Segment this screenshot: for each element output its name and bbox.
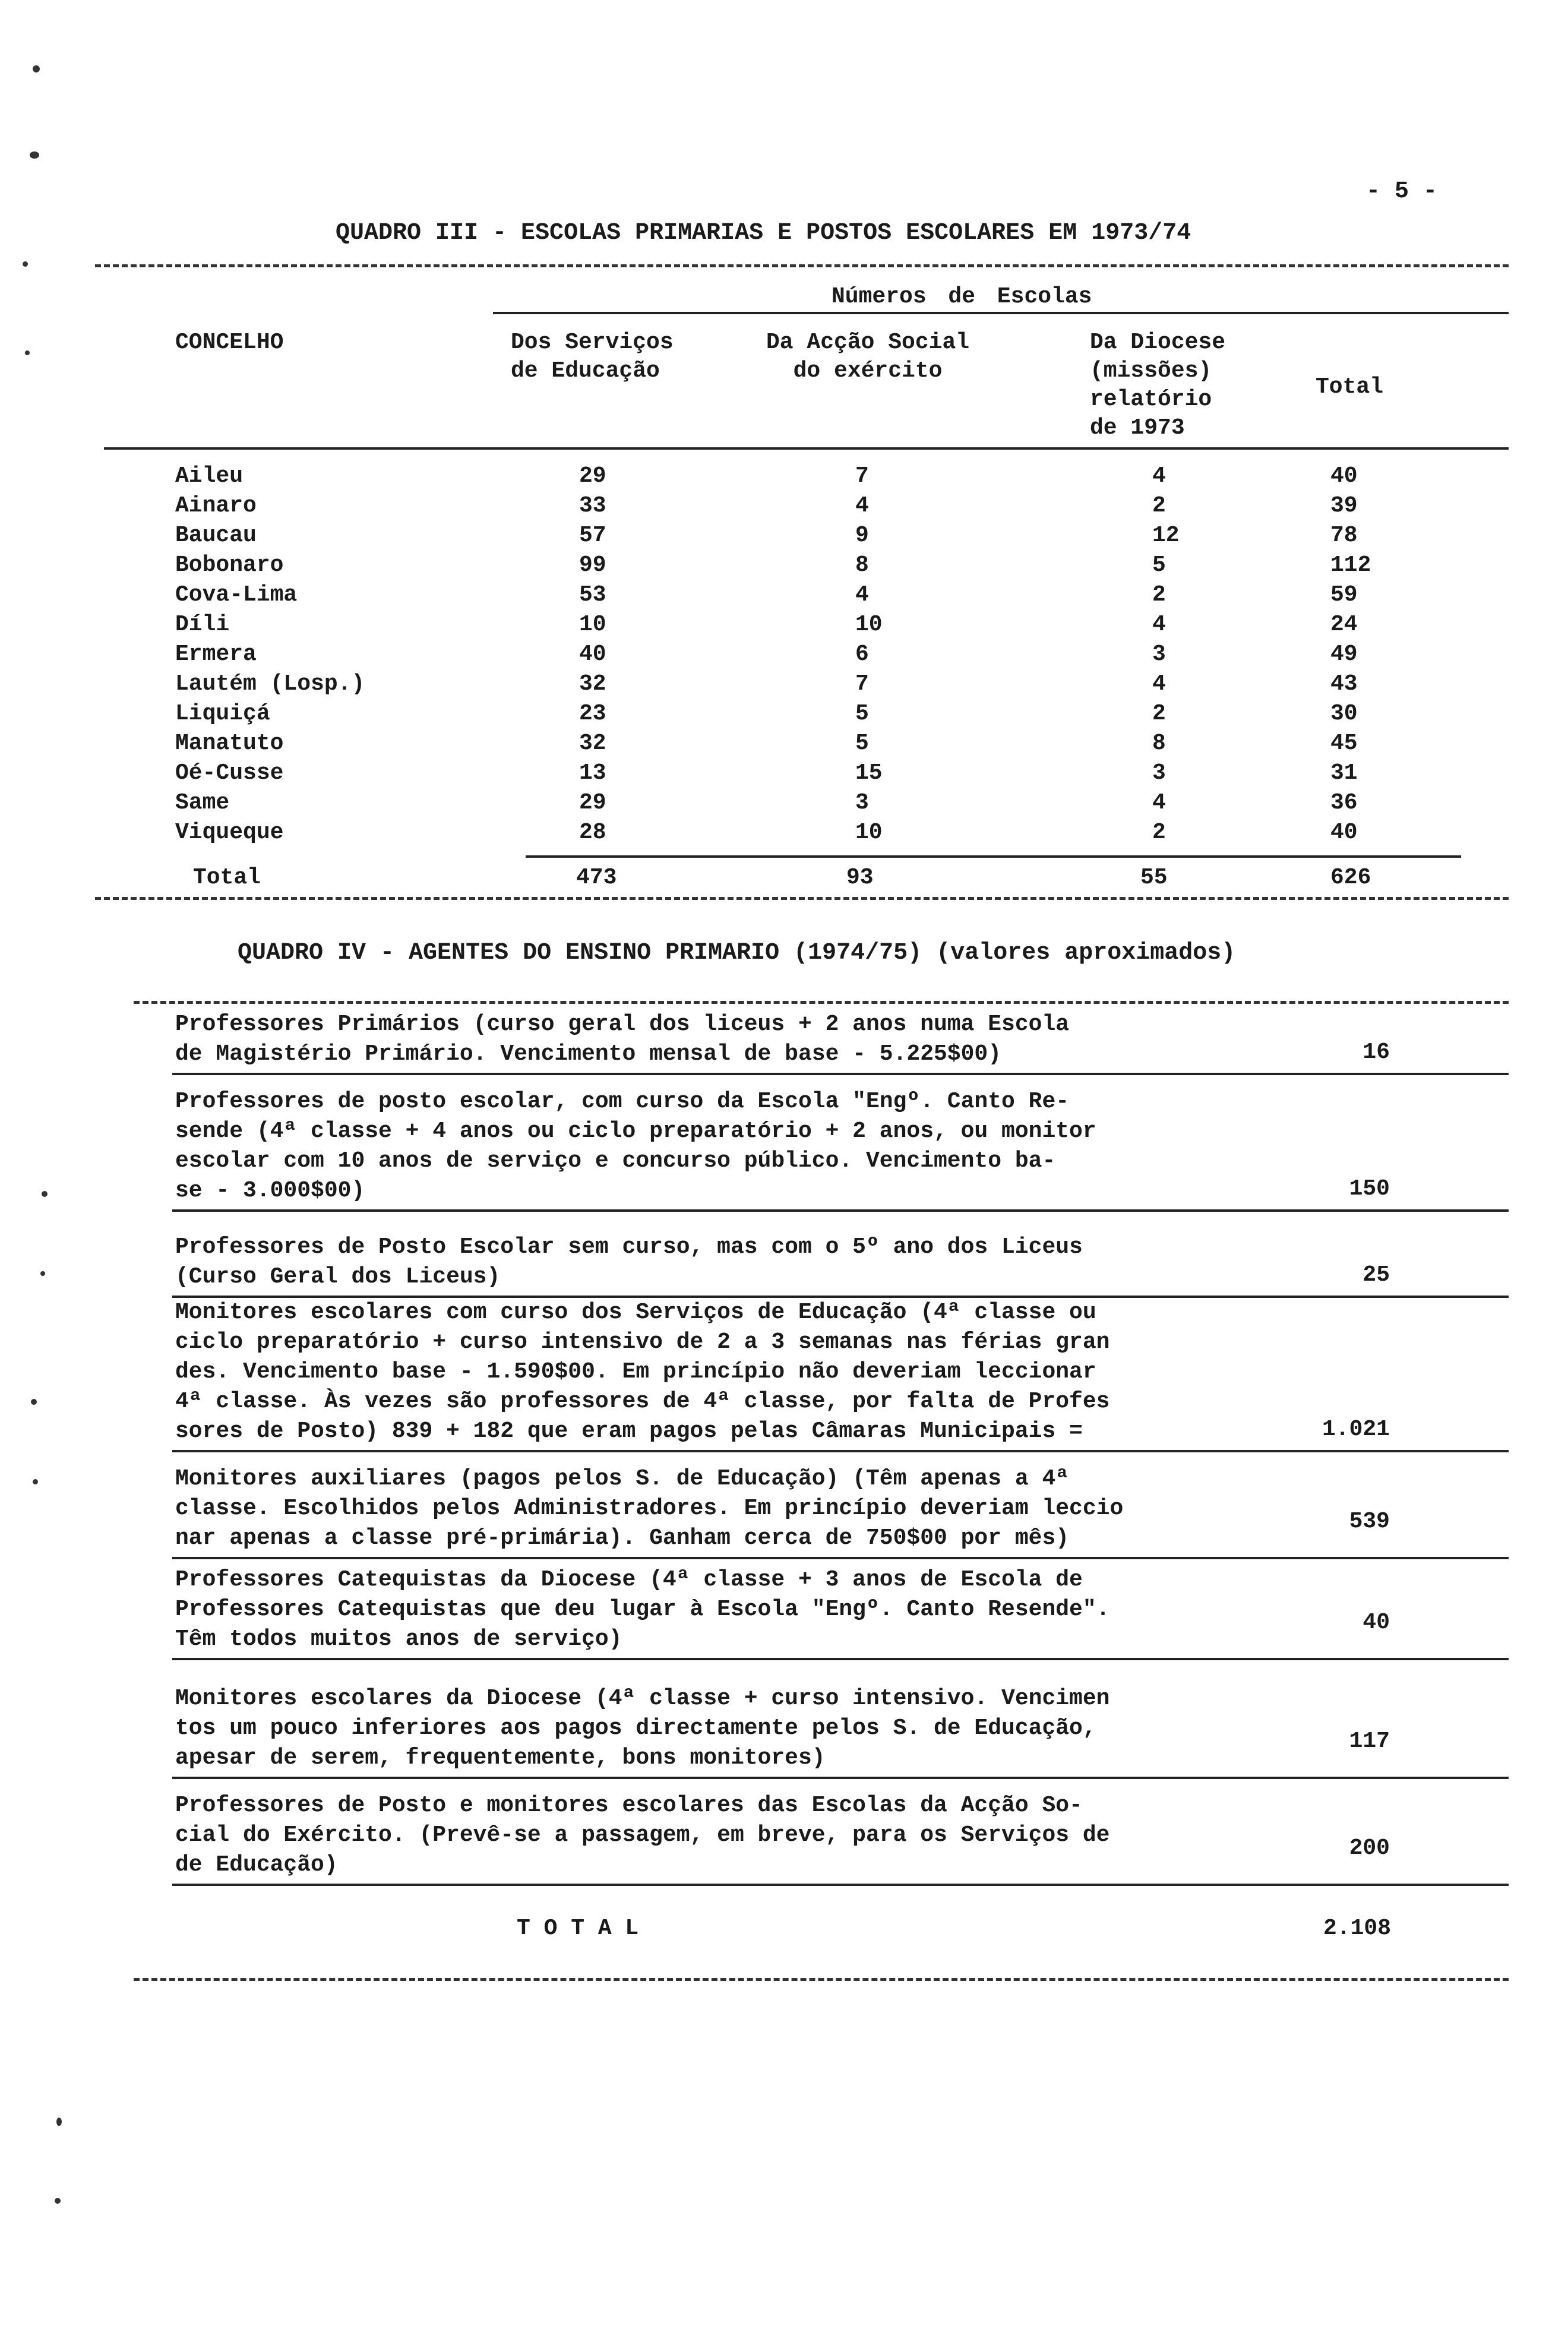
cell-total: 36: [1330, 790, 1358, 816]
cell-accao: 6: [855, 642, 869, 667]
scan-speck: [23, 261, 28, 267]
table-row: [0, 731, 1568, 760]
cell-total: 30: [1330, 701, 1358, 726]
cell-servicos: 10: [579, 612, 606, 637]
agent-entry-line: Monitores auxiliares (pagos pelos S. de Educação) (Têm apenas a 4ª: [175, 1466, 1070, 1492]
cell-total: 78: [1330, 523, 1358, 548]
cell-diocese: 4: [1152, 463, 1166, 489]
table-row: [0, 701, 1568, 731]
agent-entry-line: Monitores escolares com curso dos Serviços de Educação (4ª classe ou: [175, 1300, 1096, 1325]
cell-accao: 3: [855, 790, 869, 816]
agent-count: 1.021: [1322, 1417, 1390, 1442]
table-row: [0, 760, 1568, 790]
scan-speck: [42, 1191, 48, 1197]
cell-diocese: 2: [1152, 582, 1166, 608]
table-row: [0, 552, 1568, 582]
agent-count: 117: [1349, 1729, 1390, 1754]
cell-diocese: 4: [1152, 671, 1166, 697]
cell-servicos: 28: [579, 820, 606, 845]
total-servicos: 473: [576, 865, 617, 890]
col-header-servicos: [511, 328, 674, 386]
agent-entry: [175, 1087, 1316, 1206]
cell-servicos: 33: [579, 493, 606, 519]
agent-entry: [175, 1464, 1316, 1553]
cell-accao: 7: [855, 463, 869, 489]
cell-name: Bobonaro: [175, 552, 284, 578]
cell-name: Viqueque: [175, 820, 284, 845]
agent-entry-line: sende (4ª classe + 4 anos ou ciclo preparatório + 2 anos, ou monitor: [175, 1119, 1096, 1144]
agent-entry-line: Professores de posto escolar, com curso da Escola "Engº. Canto Re-: [175, 1089, 1070, 1114]
table-row: [0, 642, 1568, 671]
agent-entry: [175, 1684, 1316, 1773]
cell-accao: 4: [855, 493, 869, 519]
cell-name: Ainaro: [175, 493, 257, 519]
cell-diocese: 8: [1152, 731, 1166, 756]
cell-accao: 10: [855, 612, 883, 637]
table-row: [0, 582, 1568, 612]
scan-speck: [33, 1479, 38, 1484]
entry-rule: [172, 1884, 1509, 1886]
total-rule: [526, 855, 1461, 858]
scan-speck: [25, 350, 30, 355]
entry-rule: [172, 1777, 1509, 1779]
cell-name: Manatuto: [175, 731, 284, 756]
cell-servicos: 57: [579, 523, 606, 548]
entry-rule: [172, 1450, 1509, 1452]
table-row: [0, 463, 1568, 493]
agent-entry-line: nar apenas a classe pré-primária). Ganham cerca de 750$00 por mês): [175, 1525, 1070, 1551]
cell-diocese: 4: [1152, 790, 1166, 816]
cell-name: Díli: [175, 612, 230, 637]
agent-entry: [175, 1298, 1316, 1446]
col-header-accao: [766, 328, 969, 386]
agent-count: 200: [1349, 1835, 1390, 1861]
col-header-servicos-line: de Educação: [511, 358, 660, 384]
cell-total: 24: [1330, 612, 1358, 637]
cell-servicos: 40: [579, 642, 606, 667]
table-row: [0, 820, 1568, 849]
agent-entry-line: sores de Posto) 839 + 182 que eram pagos pelas Câmaras Municipais =: [175, 1418, 1083, 1444]
agent-entry-line: tos um pouco inferiores aos pagos directamente pelos S. de Educação,: [175, 1715, 1096, 1741]
cell-accao: 8: [855, 552, 869, 578]
cell-total: 40: [1330, 463, 1358, 489]
agent-entry-line: Professores Catequistas da Diocese (4ª classe + 3 anos de Escola de: [175, 1567, 1083, 1593]
cell-accao: 5: [855, 731, 869, 756]
scan-speck: [31, 1399, 37, 1405]
cell-servicos: 53: [579, 582, 606, 608]
group-header-rule: [493, 312, 1509, 314]
total-label: Total: [193, 865, 261, 890]
agent-entry: [175, 1010, 1316, 1069]
agent-entry: [175, 1565, 1316, 1654]
agent-count: 25: [1362, 1262, 1390, 1288]
col-header-diocese: [1090, 328, 1225, 443]
cell-diocese: 5: [1152, 552, 1166, 578]
dashed-divider: [134, 1001, 1509, 1004]
col-header-total: Total: [1316, 374, 1384, 400]
cell-accao: 7: [855, 671, 869, 697]
table-row: [0, 612, 1568, 642]
cell-total: 31: [1330, 760, 1358, 786]
agent-entry-line: Professores Catequistas que deu lugar à Escola "Engº. Canto Resende".: [175, 1597, 1110, 1622]
dashed-divider: [134, 1978, 1509, 1981]
cell-accao: 5: [855, 701, 869, 726]
cell-total: 49: [1330, 642, 1358, 667]
table-row: [0, 671, 1568, 701]
cell-name: Oé-Cusse: [175, 760, 284, 786]
total-total: 626: [1330, 865, 1371, 890]
entry-rule: [172, 1209, 1509, 1212]
entry-rule: [172, 1557, 1509, 1559]
cell-diocese: 2: [1152, 701, 1166, 726]
col-header-accao-line: Da Acção Social: [766, 330, 970, 355]
col-header-diocese-line: Da Diocese: [1090, 330, 1226, 355]
cell-servicos: 32: [579, 731, 606, 756]
agent-entry-line: apesar de serem, frequentemente, bons monitores): [175, 1745, 826, 1771]
cell-accao: 10: [855, 820, 883, 845]
cell-total: 40: [1330, 820, 1358, 845]
agent-entry-line: (Curso Geral dos Liceus): [175, 1264, 501, 1290]
col-header-accao-line: do exército: [793, 358, 943, 384]
quadro4-title: QUADRO IV - AGENTES DO ENSINO PRIMARIO (1974/75) (valores aproximados): [238, 940, 1236, 966]
agent-entry-line: Professores de Posto Escolar sem curso, mas com o 5º ano dos Liceus: [175, 1234, 1083, 1260]
cell-accao: 9: [855, 523, 869, 548]
scan-speck: [56, 2118, 62, 2126]
agent-entry-line: 4ª classe. Às vezes são professores de 4ª classe, por falta de Profes: [175, 1389, 1110, 1414]
cell-servicos: 32: [579, 671, 606, 697]
total-diocese: 55: [1140, 865, 1168, 890]
grand-total-value: 2.108: [1323, 1916, 1392, 1941]
cell-name: Aileu: [175, 463, 244, 489]
agent-count: 40: [1362, 1610, 1390, 1635]
cell-diocese: 2: [1152, 493, 1166, 519]
agent-entry-line: Professores Primários (curso geral dos liceus + 2 anos numa Escola: [175, 1012, 1070, 1037]
cell-servicos: 29: [579, 463, 606, 489]
group-header: Números de Escolas: [832, 284, 1092, 309]
cell-total: 59: [1330, 582, 1358, 608]
agent-count: 150: [1349, 1176, 1390, 1202]
agent-entry-line: des. Vencimento base - 1.590$00. Em princípio não deveriam leccionar: [175, 1359, 1096, 1385]
header-bottom-rule: [104, 447, 1509, 450]
cell-servicos: 13: [579, 760, 606, 786]
cell-diocese: 3: [1152, 642, 1166, 667]
table-row: [0, 523, 1568, 552]
table-row: [0, 493, 1568, 523]
agent-entry-line: escolar com 10 anos de serviço e concurso público. Vencimento ba-: [175, 1148, 1056, 1174]
scan-speck: [40, 1271, 45, 1276]
cell-servicos: 23: [579, 701, 606, 726]
agent-entry-line: Têm todos muitos anos de serviço): [175, 1626, 622, 1652]
total-row: [0, 865, 1568, 895]
agent-entry-line: de Magistério Primário. Vencimento mensal de base - 5.225$00): [175, 1041, 1002, 1067]
cell-name: Ermera: [175, 642, 257, 667]
col-header-diocese-line: de 1973: [1090, 415, 1185, 441]
table-row: [0, 790, 1568, 820]
cell-name: Same: [175, 790, 230, 816]
col-header-servicos-line: Dos Serviços: [511, 330, 674, 355]
cell-name: Liquiçá: [175, 701, 270, 726]
scan-speck: [30, 151, 39, 159]
cell-name: Cova-Lima: [175, 582, 298, 608]
cell-name: Baucau: [175, 523, 257, 548]
grand-total-label: T O T A L: [517, 1916, 639, 1941]
col-header-concelho: CONCELHO: [175, 330, 284, 355]
cell-diocese: 12: [1152, 523, 1180, 548]
scan-speck: [33, 65, 40, 72]
agent-entry-line: de Educação): [175, 1852, 338, 1878]
dashed-divider: [95, 264, 1509, 267]
cell-accao: 4: [855, 582, 869, 608]
entry-rule: [172, 1658, 1509, 1660]
agent-entry-line: se - 3.000$00): [175, 1178, 365, 1203]
col-header-diocese-line: (missões): [1090, 358, 1212, 384]
agent-entry: [175, 1233, 1316, 1292]
cell-total: 112: [1330, 552, 1371, 578]
cell-servicos: 29: [579, 790, 606, 816]
col-header-diocese-line: relatório: [1090, 387, 1212, 412]
entry-rule: [172, 1073, 1509, 1075]
cell-total: 43: [1330, 671, 1358, 697]
cell-diocese: 4: [1152, 612, 1166, 637]
cell-total: 45: [1330, 731, 1358, 756]
agent-entry-line: cial do Exército. (Prevê-se a passagem, em breve, para os Serviços de: [175, 1822, 1110, 1848]
agent-entry-line: ciclo preparatório + curso intensivo de 2 a 3 semanas nas férias gran: [175, 1329, 1110, 1355]
agent-count: 16: [1362, 1040, 1390, 1065]
quadro3-title: QUADRO III - ESCOLAS PRIMARIAS E POSTOS ESCOLARES EM 1973/74: [336, 220, 1191, 247]
total-accao: 93: [846, 865, 874, 890]
agent-entry: [175, 1791, 1316, 1880]
cell-diocese: 3: [1152, 760, 1166, 786]
cell-diocese: 2: [1152, 820, 1166, 845]
agent-count: 539: [1349, 1509, 1390, 1534]
page-number: - 5 -: [1366, 178, 1438, 205]
scan-speck: [55, 2198, 61, 2204]
agent-entry-line: Professores de Posto e monitores escolares das Escolas da Acção So-: [175, 1793, 1083, 1818]
cell-name: Lautém (Losp.): [175, 671, 365, 697]
cell-servicos: 99: [579, 552, 606, 578]
cell-accao: 15: [855, 760, 883, 786]
agent-entry-line: classe. Escolhidos pelos Administradores. Em princípio deveriam leccio: [175, 1496, 1124, 1521]
dashed-divider: [95, 897, 1509, 900]
cell-total: 39: [1330, 493, 1358, 519]
agent-entry-line: Monitores escolares da Diocese (4ª classe + curso intensivo. Vencimen: [175, 1686, 1110, 1711]
